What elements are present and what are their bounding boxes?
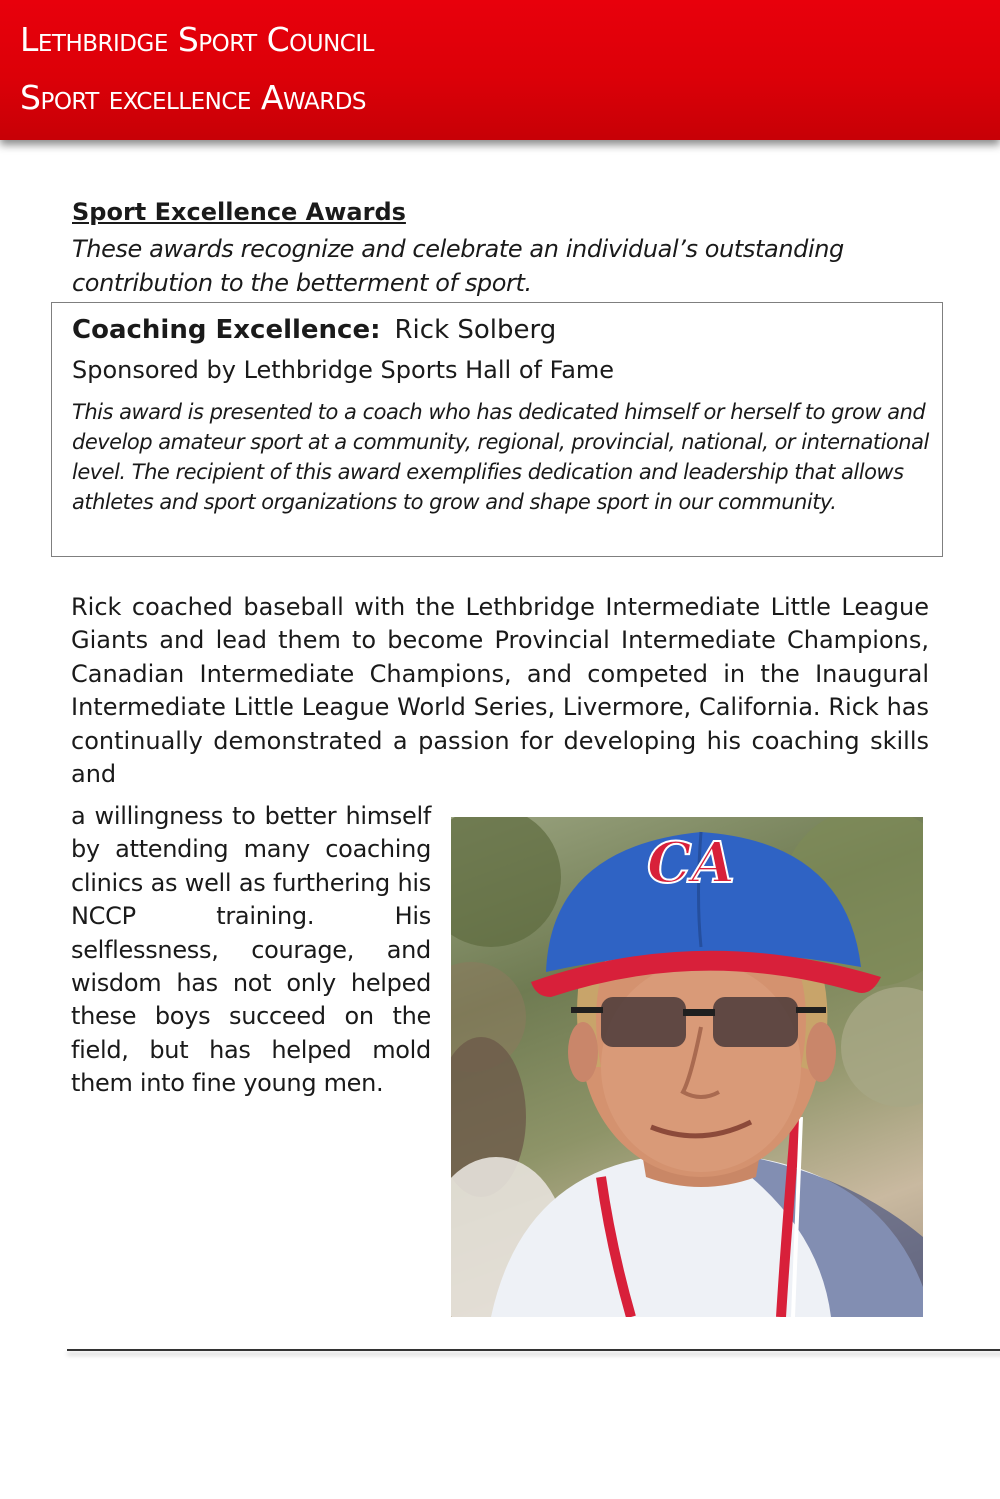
- header-title-line2: Sport excellence Awards: [20, 78, 367, 117]
- award-recipient: Rick Solberg: [394, 315, 557, 345]
- cap-logo-text: CA: [646, 830, 736, 896]
- section-description: These awards recognize and celebrate an individual’s outstanding contribution to the betterment of sport.: [72, 235, 844, 297]
- award-description: This award is presented to a coach who has dedicated himself or herself to grow and develop amateur sport at a community, regional, provincial, national, or international level. The recipient of this award exemplifies dedication and leadership that allows athletes and sport organizations to grow and shape sport in our community.: [72, 400, 929, 514]
- award-heading: [72, 315, 556, 345]
- recipient-photo: [451, 817, 923, 1317]
- section-title: Sport Excellence Awards: [72, 198, 406, 226]
- bio-paragraph-top: Rick coached baseball with the Lethbridge Intermediate Little League Giants and lead them to become Provincial Intermediate Champions, Canadian Intermediate Champions, and competed in the Inaugural Intermediate Little League World Series, Livermore, California. Rick has continually demonstrated a passion for developing his coaching skills and: [71, 593, 929, 789]
- bio-paragraph-bottom: a willingness to better himself by attending many coaching clinics as well as furthering his NCCP training. His selflessness, courage, and wisdom has not only helped these boys succeed on the field, but has helped mold them into fine young men.: [71, 802, 431, 1098]
- header-banner: [0, 0, 1000, 140]
- award-category: Coaching Excellence:: [72, 315, 381, 345]
- award-sponsor: Sponsored by Lethbridge Sports Hall of Fame: [72, 356, 615, 384]
- award-box: [51, 302, 943, 557]
- recipient-portrait-illustration: [451, 817, 923, 1317]
- footer-divider: [67, 1349, 1000, 1351]
- header-title-line1: Lethbridge Sport Council: [20, 20, 374, 59]
